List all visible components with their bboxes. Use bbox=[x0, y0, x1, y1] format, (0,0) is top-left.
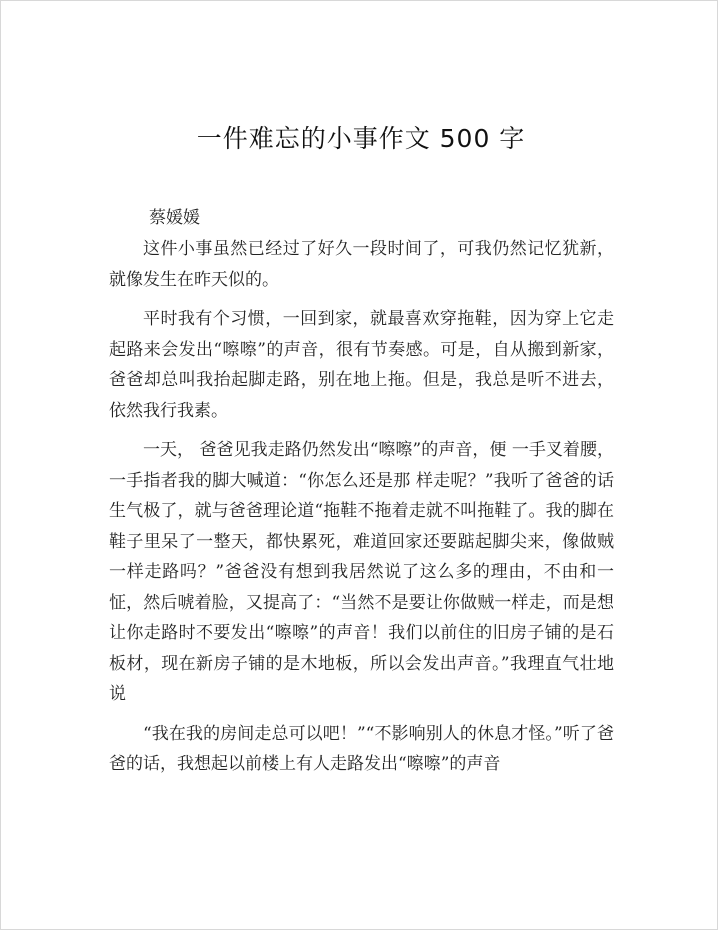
author-name: 蔡媛媛 bbox=[149, 208, 200, 228]
document-title: 一件难忘的小事作文 500 字 bbox=[196, 124, 526, 153]
paragraph-1: 这件小事虽然已经过了好久一段时间了，可我仍然记忆犹新，就像发生在昨天似的。 bbox=[109, 239, 614, 290]
paragraph-3: 一天， 爸爸见我走路仍然发出“嚓嚓”的声音，便 一手叉着腰，一手指者我的脚大喊道：“你怎么还是那 样走呢？”我听了爸爸的话生气极了，就与爸爸理论道“拖鞋不拖着走就不叫拖鞋了。我的脚在鞋子里呆了一整天，都快累死，难道回家还要踮起脚尖来，像做贼一样走路吗？”爸爸没有想到我居然说了这么多的理由，不由和一怔，然后唬着脸，又提高了：“当然不是要让你做贼一样走，而是想让你走路时不要发出“嚓嚓”的声音！我们以前住的旧房子铺的是石板材，现在新房子铺的是木地板，所以会发出声音。”我理直气壮地说 bbox=[109, 440, 614, 704]
document-body bbox=[109, 234, 614, 789]
paragraph-4: “我在我的房间走总可以吧！”“不影响别人的休息才怪。”听了爸爸的话，我想起以前楼上有人走路发出“嚓嚓”的声音 bbox=[109, 723, 614, 774]
paragraph-2: 平时我有个习惯，一回到家，就最喜欢穿拖鞋，因为穿上它走起路来会发出“嚓嚓”的声音，很有节奏感。可是，自从搬到新家，爸爸却总叫我抬起脚走路，别在地上拖。但是，我总是听不进去，依然我行我素。 bbox=[109, 309, 614, 421]
